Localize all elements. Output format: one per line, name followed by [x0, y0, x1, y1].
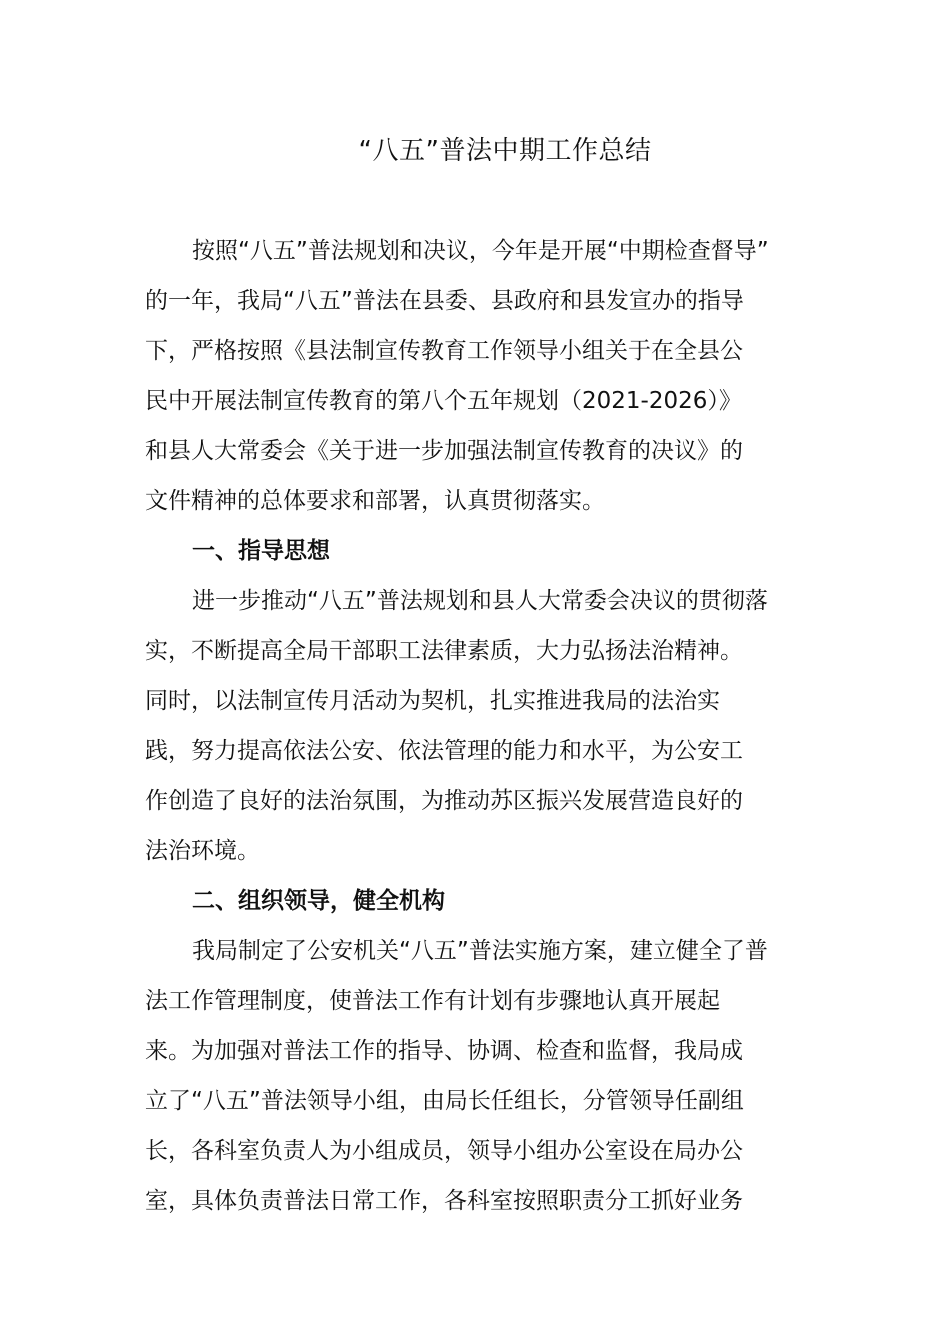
paragraph-line: 同时，以法制宣传月活动为契机，扎实推进我局的法治实: [145, 688, 720, 714]
paragraph-line: 民中开展法制宣传教育的第八个五年规划（2021-2026）》: [145, 388, 742, 414]
paragraph-line: 文件精神的总体要求和部署，认真贯彻落实。: [145, 488, 605, 514]
paragraph-line: 法治环境。: [145, 838, 260, 864]
paragraph-line: 法工作管理制度，使普法工作有计划有步骤地认真开展起: [145, 988, 720, 1014]
paragraph-line: 长，各科室负责人为小组成员，领导小组办公室设在局办公: [145, 1138, 743, 1164]
paragraph-line: 作创造了良好的法治氛围，为推动苏区振兴发展营造良好的: [145, 788, 743, 814]
paragraph-line: 室，具体负责普法日常工作，各科室按照职责分工抓好业务: [145, 1188, 743, 1214]
paragraph-line: 我局制定了公安机关“八五”普法实施方案，建立健全了普: [192, 938, 768, 964]
paragraph-line: 的一年，我局“八五”普法在县委、县政府和县发宣办的指导: [145, 288, 744, 314]
paragraph-line: 实，不断提高全局干部职工法律素质，大力弘扬法治精神。: [145, 638, 743, 664]
document-title: “八五”普法中期工作总结: [358, 136, 652, 166]
paragraph-line: 践，努力提高依法公安、依法管理的能力和水平，为公安工: [145, 738, 743, 764]
paragraph-line: 来。为加强对普法工作的指导、协调、检查和监督，我局成: [145, 1038, 743, 1064]
section-heading: 二、组织领导，健全机构: [192, 888, 445, 914]
section-heading: 一、指导思想: [192, 538, 330, 564]
document-body: [145, 226, 800, 1226]
paragraph-line: 和县人大常委会《关于进一步加强法制宣传教育的决议》的: [145, 438, 743, 464]
paragraph-line: 下，严格按照《县法制宣传教育工作领导小组关于在全县公: [145, 338, 743, 364]
paragraph-line: 按照“八五”普法规划和决议，今年是开展“中期检查督导”: [192, 238, 769, 264]
paragraph-line: 立了“八五”普法领导小组，由局长任组长，分管领导任副组: [145, 1088, 744, 1114]
paragraph-line: 进一步推动“八五”普法规划和县人大常委会决议的贯彻落: [192, 588, 768, 614]
